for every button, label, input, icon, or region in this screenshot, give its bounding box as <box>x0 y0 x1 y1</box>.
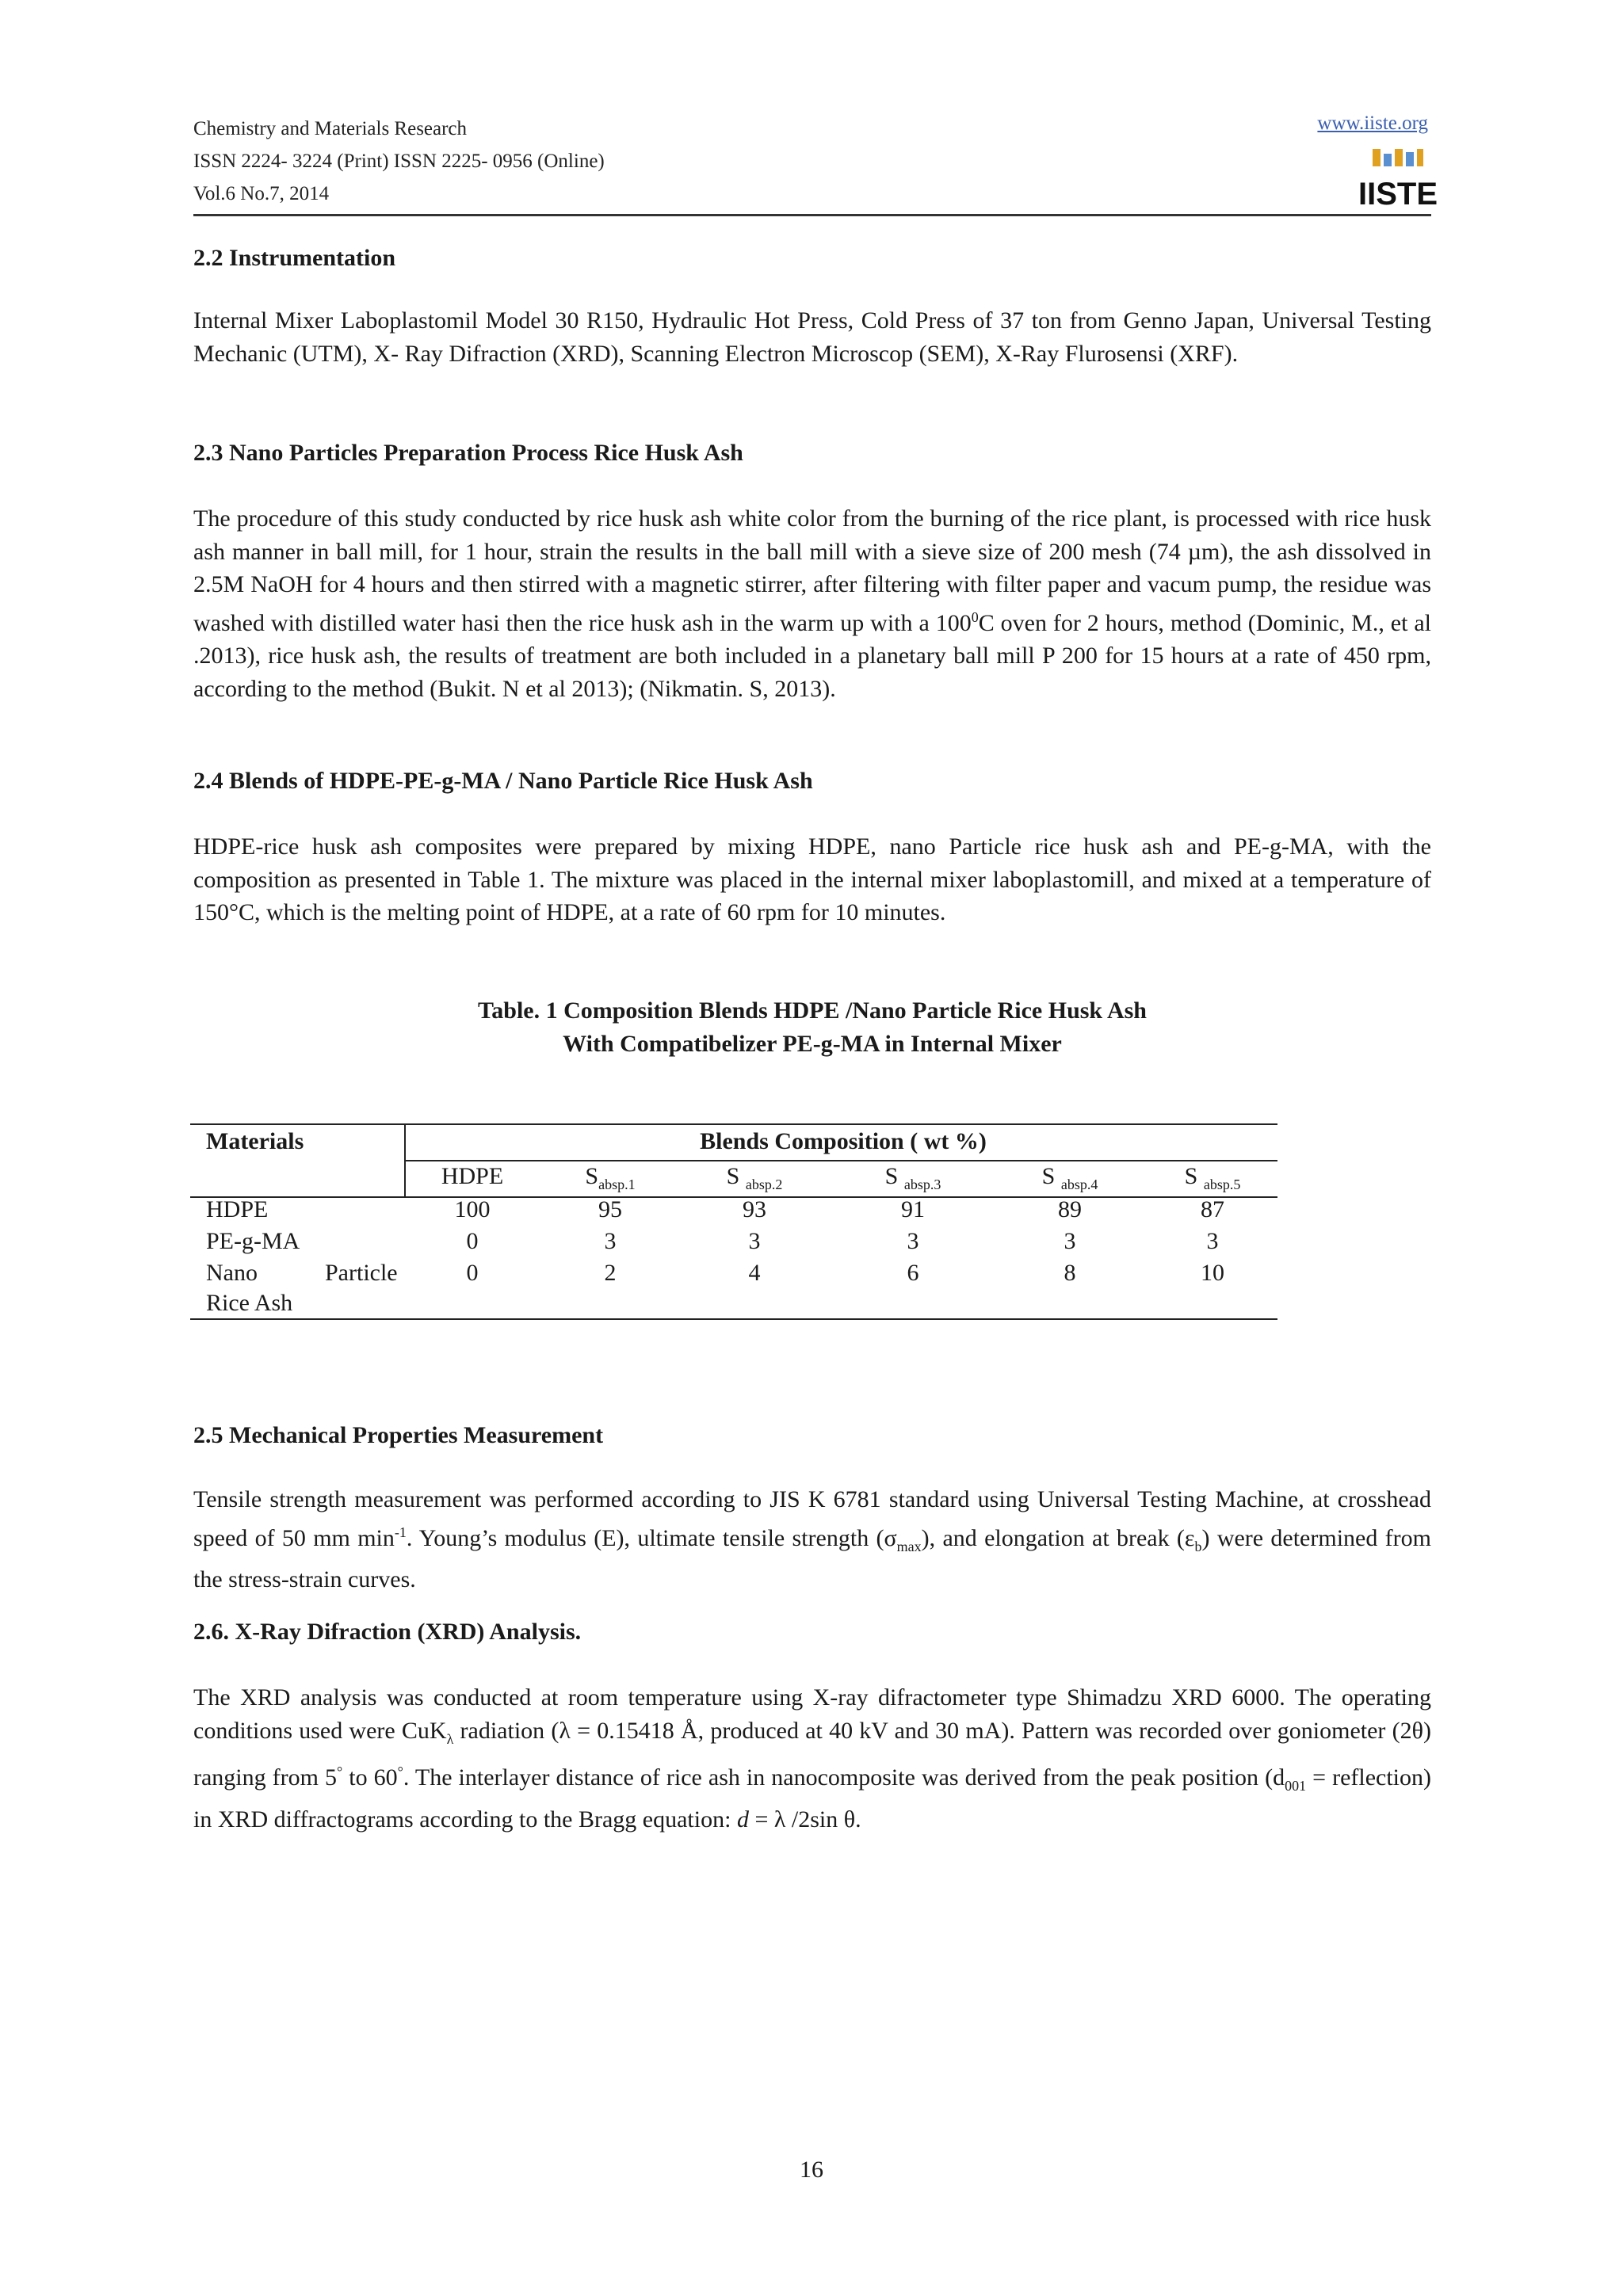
iiste-logo <box>1358 147 1438 212</box>
row-label-rice-ash: Rice Ash <box>206 1290 293 1316</box>
table-cell: 10 <box>1201 1260 1224 1286</box>
issn-line: ISSN 2224- 3224 (Print) ISSN 2225- 0956 (Online) <box>193 151 605 172</box>
section-2-3-text: The procedure of this study conducted by rice husk ash white color from the burning of the rice plant, is processed with rice husk ash manner in ball mill, for 1 hour, strain the results in the ball mill with a sieve size of 200 mesh (74 µm), the ash dissolved in 2.5M NaOH for 4 hours and then stirred with a magnetic stirrer, after filtering with filter paper and vacum pump, the residue was washed with distilled water hasi then the rice husk ash in the warm up with a $100^0C$ oven for 2 hours, method (Dominic, M., et al .2013), rice husk ash, the results of treatment are both included in a planetary ball mill P 200 for 15 hours at a rate of 450 rpm, according to the method (Bukit. N et al 2013); (Nikmatin. S, 2013). <box>193 505 1431 702</box>
table-cell: 8 <box>1064 1260 1076 1286</box>
header-rule <box>193 214 1431 216</box>
volume-line: Vol.6 No.7, 2014 <box>193 183 330 204</box>
section-2-5-title: 2.5 Mechanical Properties Measurement <box>193 1422 604 1448</box>
table-caption-line-1: Table. 1 Composition Blends HDPE /Nano Particle Rice Husk Ash <box>478 997 1147 1024</box>
row-label-nano: Nano <box>206 1260 258 1286</box>
table-cell: 4 <box>748 1260 761 1286</box>
table-cell: 89 <box>1058 1196 1082 1222</box>
journal-name: Chemistry and Materials Research <box>193 118 468 139</box>
svg-text:IISTE: IISTE <box>1358 177 1438 212</box>
table-cell: 91 <box>901 1196 925 1222</box>
row-label-particle: Particle <box>325 1260 398 1286</box>
table-top-rule <box>190 1123 1277 1125</box>
section-2-6-title: 2.6. X-Ray Difraction (XRD) Analysis. <box>193 1619 582 1645</box>
col-header-sabsp4: S $_{absp.4}$ <box>1041 1163 1098 1192</box>
table-cell: 2 <box>604 1260 617 1286</box>
table-cell: 0 <box>466 1260 479 1286</box>
col-header-sabsp5: S $_{absp.5}$ <box>1184 1163 1241 1192</box>
table-cell: 0 <box>466 1228 479 1254</box>
table-cell: 87 <box>1201 1196 1224 1222</box>
section-2-3-title: 2.3 Nano Particles Preparation Process Rice Husk Ash <box>193 440 743 466</box>
section-2-5-text: Tensile strength measurement was performed according to JIS K 6781 standard using Universal Testing Machine, at crosshead speed of 50 mm $\min^{-1}$. Young’s modulus (E), ultimate tensile strength $(\sigma_{max})$, and elongation at break $(\varepsilon_b)$ were determined from the stress-strain curves. <box>193 1486 1431 1592</box>
table-cell: 3 <box>1064 1228 1076 1254</box>
section-2-6-text: The XRD analysis was conducted at room temperature using X-ray difractometer type Shimadzu XRD 6000. The operating conditions used were CuK$_\lambda$ radiation (λ = 0.15418 Å, produced at 40 kV and 30 mA). Pattern was recorded over goniometer (2θ) ranging from 5° to 60°. The interlayer distance of rice ash in nanocomposite was derived from the peak position ($d_{001}$ = reflection) in XRD diffractograms according to the Bragg equation: d = λ /2sin θ. <box>193 1684 1431 1833</box>
row-label-hdpe: HDPE <box>206 1196 269 1222</box>
col-header-sabsp1: $S_{absp.1}$ <box>585 1163 636 1192</box>
page-number: 16 <box>800 2157 823 2183</box>
section-2-2-title: 2.2 Instrumentation <box>193 245 396 271</box>
col-header-sabsp3: S $_{absp.3}$ <box>884 1163 941 1192</box>
table-cell: 93 <box>743 1196 766 1222</box>
table-cell: 6 <box>907 1260 919 1286</box>
page-header <box>193 113 1438 215</box>
table-cell: 100 <box>454 1196 491 1222</box>
section-2-2-text: Internal Mixer Laboplastomil Model 30 R150, Hydraulic Hot Press, Cold Press of 37 ton from Genno Japan, Universal Testing Mechanic (UTM), X- Ray Difraction (XRD), Scanning Electron Microscop (SEM), X-Ray Flurosensi (XRF). <box>193 307 1431 367</box>
materials-header: Materials <box>206 1128 304 1154</box>
section-2-4-text: HDPE-rice husk ash composites were prepared by mixing HDPE, nano Particle rice husk ash and PE-g-MA, with the composition as presented in Table 1. The mixture was placed in the internal mixer laboplastomill, and mixed at a temperature of 150°C, which is the melting point of HDPE, at a rate of 60 rpm for 10 minutes. <box>193 833 1431 925</box>
table-cell: 3 <box>604 1228 617 1254</box>
col-header-sabsp2: S $_{absp.2}$ <box>726 1163 783 1192</box>
table-group-rule <box>404 1160 1277 1161</box>
table-cell: 95 <box>598 1196 622 1222</box>
table-bottom-rule <box>190 1318 1277 1320</box>
col-header-hdpe: HDPE <box>441 1163 504 1189</box>
section-2-4-title: 2.4 Blends of HDPE-PE-g-MA / Nano Particle Rice Husk Ash <box>193 768 813 794</box>
table-cell: 3 <box>1206 1228 1219 1254</box>
table-caption-line-2: With Compatibelizer PE-g-MA in Internal Mixer <box>563 1031 1062 1057</box>
composition-table <box>190 1120 1277 1320</box>
table-cell: 3 <box>748 1228 761 1254</box>
row-label-pegma: PE-g-MA <box>206 1228 300 1254</box>
table-cell: 3 <box>907 1228 919 1254</box>
journal-url-link[interactable]: www.iiste.org <box>1317 113 1428 134</box>
blends-composition-header: Blends Composition ( wt %) <box>700 1128 987 1154</box>
